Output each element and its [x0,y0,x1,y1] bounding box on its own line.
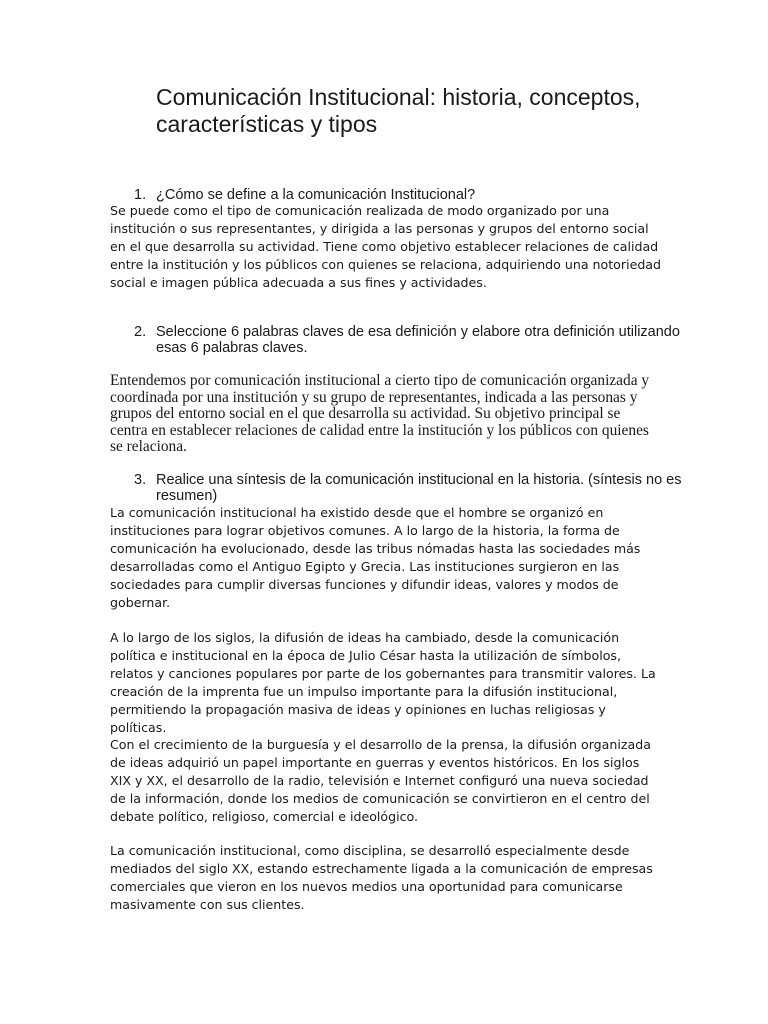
question-text: Realice una síntesis de la comunicación institucional en la historia. (síntesis no es resumen) [156,472,682,504]
question-1 [134,187,694,203]
question-2 [134,324,694,356]
question-number: 3. [134,472,147,488]
history-paragraph-1: La comunicación institucional ha existido desde que el hombre se organizó en instituciones para lograr objetivos comunes. A lo largo de la historia, la forma de comunicación ha evolucionado, desde las tribus nómadas hasta las sociedades más desarrolladas como el Antiguo Egipto y Grecia. Las instituciones surgieron en las sociedades para cumplir diversas funciones y difundir ideas, valores y modos de gobernar. [110,505,641,610]
document-title: Comunicación Institucional: historia, conceptos, características y tipos [156,84,641,137]
question-number: 1. [134,187,147,203]
question-3 [134,472,694,504]
history-paragraph-4: La comunicación institucional, como disciplina, se desarrolló especialmente desde mediados del siglo XX, estando estrechamente ligada a la comunicación de empresas comerciales que vieron en los nuevos medios una oportunidad para comunicarse masivamente con sus clientes. [110,843,653,912]
answer-2: Entendemos por comunicación institucional a cierto tipo de comunicación organizada y coordinada por una institución y su grupo de representantes, indicada a las personas y grupos del entorno social en el que desarrolla su actividad. Su objetivo principal se centra en establecer relaciones de calidad entre la institución y los públicos con quienes se relaciona. [110,372,650,456]
history-paragraph-2: A lo largo de los siglos, la difusión de ideas ha cambiado, desde la comunicación política e institucional en la época de Julio César hasta la utilización de símbolos, relatos y canciones populares por parte de los gobernantes para transmitir valores. La creación de la imprenta fue un impulso importante para la difusión institucional, permitiendo la propagación masiva de ideas y opiniones en luchas religiosas y políticas. [110,630,656,735]
question-text: ¿Cómo se define a la comunicación Institucional? [156,187,476,203]
question-number: 2. [134,324,147,340]
history-paragraph-3: Con el crecimiento de la burguesía y el desarrollo de la prensa, la difusión organizada de ideas adquirió un papel importante en guerras y eventos históricos. En los siglos XIX y XX, el desarrollo de la radio, televisión e Internet configuró una nueva sociedad de la información, donde los medios de comunicación se convirtieron en el centro del debate político, religioso, comercial e ideológico. [110,737,651,824]
answer-1: Se puede como el tipo de comunicación realizada de modo organizado por una institución o sus representantes, y dirigida a las personas y grupos del entorno social en el que desarrolla su actividad. Tiene como objetivo establecer relaciones de calidad entre la institución y los públicos con quienes se relaciona, adquiriendo una notoriedad social e imagen pública adecuada a sus fines y actividades. [110,203,662,290]
question-text: Seleccione 6 palabras claves de esa definición y elabore otra definición utilizando esas 6 palabras claves. [156,324,680,356]
